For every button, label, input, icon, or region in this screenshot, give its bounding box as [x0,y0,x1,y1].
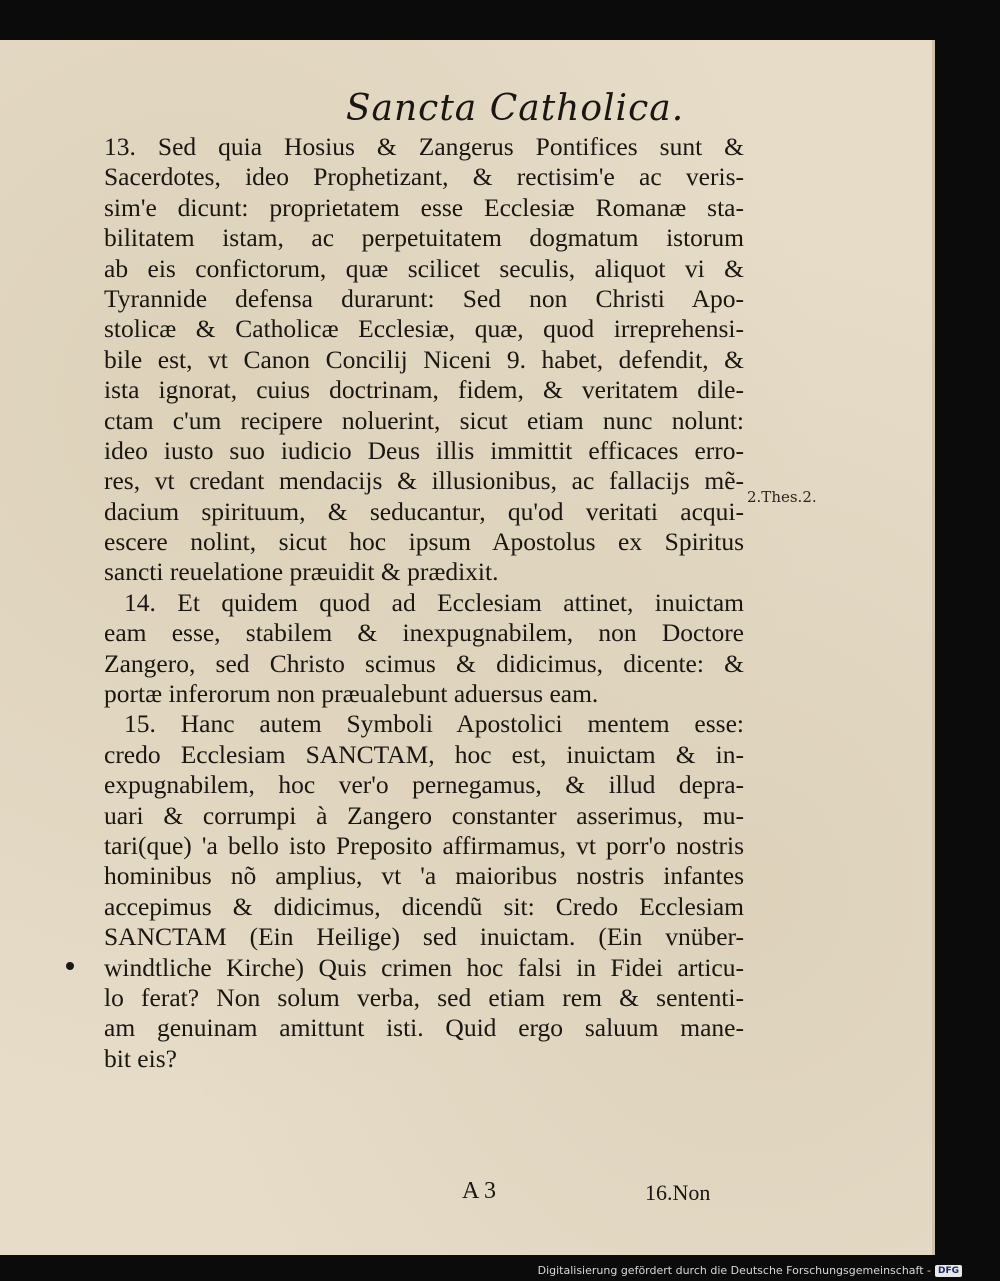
text-line: Tyrannide defensa durarunt: Sed non Christi Apo- [104,283,744,313]
text-line: expugnabilem, hoc ver'o pernegamus, & illud depra- [104,770,744,800]
catchword: 16.Non [645,1180,711,1205]
text-line: uari & corrumpi à Zangero constanter asserimus, mu- [104,800,744,830]
text-line: sancti reuelatione præuidit & prædixit. [104,557,499,587]
text-line: escere nolint, sicut hoc ipsum Apostolus ex Spiritus [104,527,744,557]
digitization-footer [538,1264,962,1277]
text-line: Zangero, sed Christo scimus & didicimus, dicente: & [104,648,744,678]
body-text [104,132,744,1074]
dfg-logo-icon: DFG [935,1265,962,1277]
text-line: dacium spirituum, & seducantur, qu'od veritati acqui- [104,496,744,526]
signature-mark: A 3 [462,1178,497,1204]
text-line: ab eis confictorum, quæ scilicet seculis, aliquot vi & [104,253,744,283]
text-line: 15. Hanc autem Symboli Apostolici mentem esse: [124,709,744,739]
text-line: ideo iusto suo iudicio Deus illis immittit efficaces erro- [104,435,744,465]
text-line: tari(que) 'a bello isto Preposito affirmamus, vt porr'o nostris [104,830,744,860]
text-line: SANCTAM (Ein Heilige) sed inuictam. (Ein vnüber- [104,922,744,952]
text-line: Sacerdotes, ideo Prophetizant, & rectisim'e ac veris- [104,162,744,192]
text-line: ista ignorat, cuius doctrinam, fidem, & veritatem dile- [104,375,744,405]
margin-dot-icon [66,962,74,970]
margin-note: 2.Thes.2. [747,488,817,506]
text-line: 14. Et quidem quod ad Ecclesiam attinet, inuictam [124,587,744,617]
text-line: windtliche Kirche) Quis crimen hoc falsi in Fidei articu- [104,952,744,982]
text-line: am genuinam amittunt isti. Quid ergo saluum mane- [104,1013,744,1043]
text-line: sim'e dicunt: proprietatem esse Ecclesiæ Romanæ sta- [104,192,744,222]
text-line: res, vt credant mendacijs & illusionibus, ac fallacijs mẽ- [104,466,744,496]
text-line: bilitatem istam, ac perpetuitatem dogmatum istorum [104,223,744,253]
text-line: portæ inferorum non præualebunt aduersus eam. [104,679,599,709]
text-line: hominibus nõ amplius, vt 'a maioribus nostris infantes [104,861,744,891]
text-line: eam esse, stabilem & inexpugnabilem, non Doctore [104,618,744,648]
text-line: 13. Sed quia Hosius & Zangerus Pontifices sunt & [104,132,744,161]
running-title: Sancta Catholica. [345,88,685,129]
text-line: bit eis? [104,1043,177,1073]
footer-credit: Digitalisierung gefördert durch die Deutsche Forschungsgemeinschaft - [537,1264,931,1277]
text-line: ctam c'um recipere noluerint, sicut etiam nunc nolunt: [104,405,744,435]
text-line: lo ferat? Non solum verba, sed etiam rem & sententi- [104,982,744,1012]
text-line: credo Ecclesiam SANCTAM, hoc est, inuictam & in- [104,739,744,769]
text-line: bile est, vt Canon Concilij Niceni 9. habet, defendit, & [104,344,744,374]
text-line: accepimus & didicimus, dicendũ sit: Credo Ecclesiam [104,891,744,921]
text-line: stolicæ & Catholicæ Ecclesiæ, quæ, quod irreprehensi- [104,314,744,344]
